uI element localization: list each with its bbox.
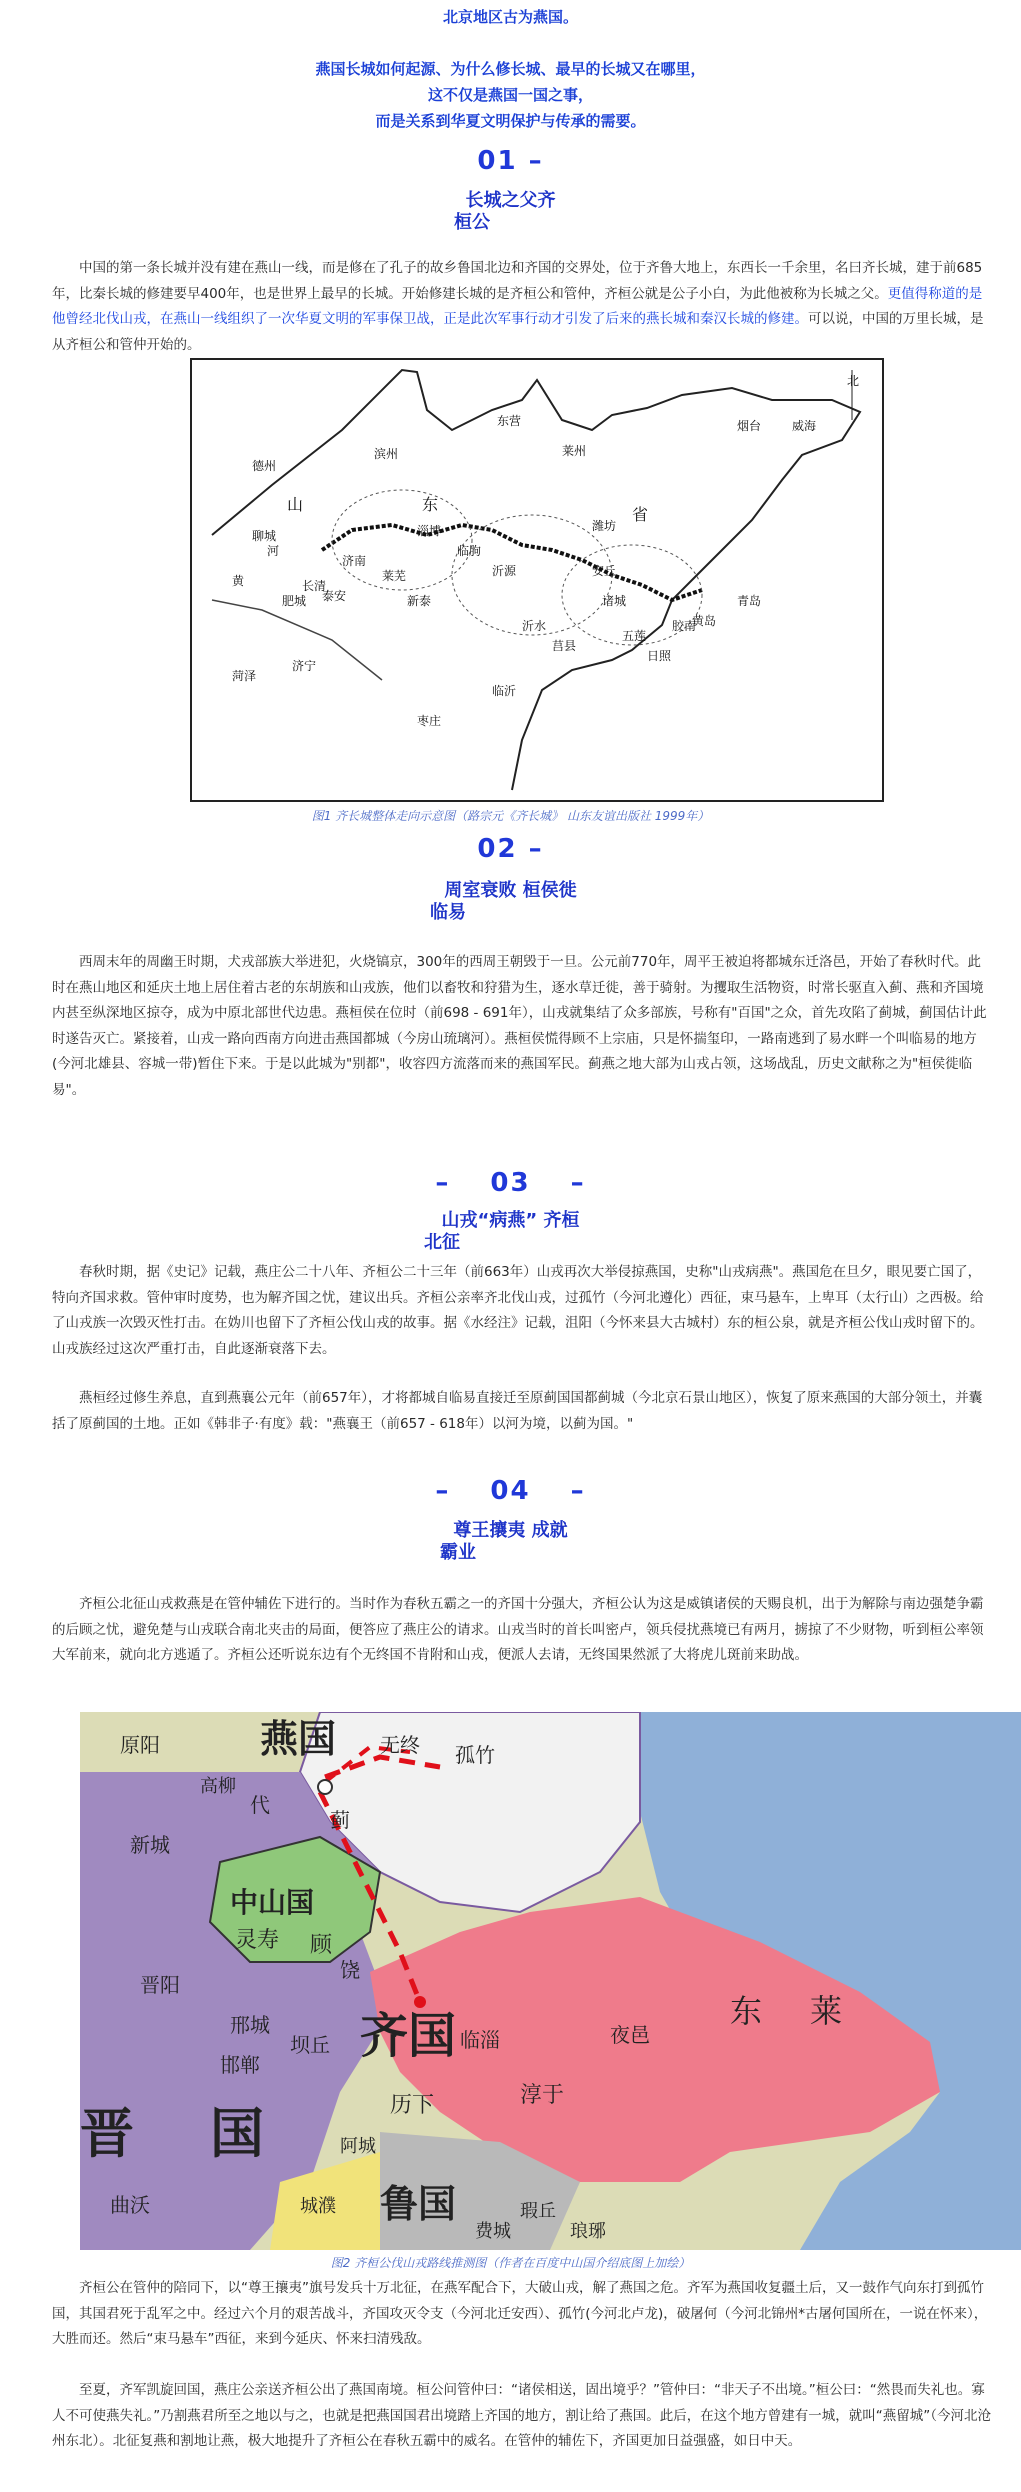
- map2-label: 鲁国: [380, 2181, 457, 2226]
- section-03-paragraph-2: 燕桓经过修生养息，直到燕襄公元年（前657年），才将都城自临易直接迁至原蓟国国都蓟城（今北京石景山地区），恢复了原来燕国的大部分领土，并囊括了原蓟国的土地。正如《韩非子·有度》载："燕襄王（前657 - 618年）以河为境，以蓟为国。": [52, 1390, 983, 1432]
- section-number-02: 02 –: [477, 834, 544, 864]
- map2-label: 临淄: [460, 2028, 500, 2052]
- map2-label: 无终: [380, 1733, 420, 1757]
- map-label: 山: [287, 495, 304, 514]
- map2-label: 顾: [310, 1933, 333, 1958]
- map2-label: 晋: [80, 2101, 134, 2165]
- dash-decoration: –: [435, 1476, 451, 1506]
- map-label: 青岛: [737, 594, 762, 608]
- map-1-svg: [192, 360, 882, 800]
- map-label: 莱芜: [382, 569, 407, 583]
- map-label: 东: [422, 495, 439, 514]
- section-04-paragraph-2: 齐桓公在管仲的陪同下，以“尊王攘夷”旗号发兵十万北征，在燕军配合下，大破山戎，解了燕国之危。齐军为燕国收复疆土后，又一鼓作气向东打到孤竹国，其国君死于乱军之中。经过六个月的艰苦战斗，齐国攻灭令支（今河北迁安西）、孤竹(今河北卢龙)，破屠何（今河北锦州*古屠何国所在，一说在怀来），大胜而还。然后“束马悬车”西征，来到今延庆、怀来扫清残敌。: [52, 2280, 988, 2347]
- dash-decoration: –: [570, 1476, 586, 1506]
- section-number-04: – 04 –: [435, 1476, 586, 1506]
- map-label: 黄: [232, 574, 245, 588]
- campaign-route-map: [80, 1712, 1021, 2250]
- section-number-01: 01 –: [477, 146, 544, 176]
- map-label: 日照: [647, 649, 672, 663]
- section-number-03: – 03 –: [435, 1168, 586, 1198]
- section-04-paragraph-1: 齐桓公北征山戎救燕是在管仲辅佐下进行的。当时作为春秋五霸之一的齐国十分强大，齐桓公认为这是威镇诸侯的天赐良机，出于为解除与南边强楚争霸的后顾之忧，避免楚与山戎联合南北夹击的局面，便答应了燕庄公的请求。山戎当时的首长叫密卢，领兵侵扰燕境已有两月，掳掠了不少财物，听到桓公率领大军前来，就向北方逃遁了。齐桓公还听说东边有个无终国不肯附和山戎，便派人去请，无终国果然派了大将虎儿斑前来助战。: [52, 1596, 984, 1663]
- section-title-01-cont: 桓公: [454, 212, 490, 233]
- map-label: 济宁: [292, 659, 317, 673]
- map-label: 莱州: [562, 444, 587, 458]
- section-title-02-cont: 临易: [430, 902, 466, 923]
- map2-label: 新城: [130, 1833, 170, 1857]
- map-label: 临朐: [457, 544, 482, 558]
- section-01-paragraph: 中国的第一条长城并没有建在燕山一线，而是修在了孔子的故乡鲁国北边和齐国的交界处，位于齐鲁大地上，东西长一千余里，名曰齐长城，建于前685年，比秦长城的修建要早400年，也是世界上最早的长城。开始修建长城的是齐桓公和管仲，齐桓公就是公子小白，为此他被称为长城之父。更值得称道的是他曾经北伐山戎，在燕山一线组织了一次华夏文明的军事保卫战，正是此次军事行动才引发了后来的燕长城和秦汉长城的修建。可以说，中国的万里长城，是从齐桓公和管仲开始的。: [52, 260, 984, 353]
- north-label: 北: [847, 374, 860, 388]
- map2-label: 代: [250, 1793, 270, 1817]
- map-label: 泰安: [322, 589, 347, 603]
- city-marker: [318, 1780, 332, 1794]
- map-label: 沂源: [492, 564, 517, 578]
- map-label: 省: [632, 505, 649, 524]
- map-label: 沂水: [522, 619, 547, 633]
- qi-great-wall: [322, 525, 702, 600]
- map-label: 临沂: [492, 684, 517, 698]
- map-label: 潍坊: [592, 519, 617, 533]
- map2-label: 高柳: [200, 1776, 236, 1797]
- map2-label: 蓟: [330, 1808, 350, 1832]
- route-endpoint: [414, 1996, 426, 2008]
- section-title-03: 山戎“病燕” 齐桓: [441, 1210, 580, 1231]
- map2-label: 阿城: [340, 2136, 376, 2157]
- map2-label: 孤竹: [455, 1743, 495, 1767]
- map2-label: 琅琊: [570, 2221, 606, 2242]
- map2-label: 邯郸: [220, 2053, 260, 2077]
- map2-label: 灵寿: [235, 1928, 280, 1953]
- map-label: 安丘: [592, 564, 617, 578]
- section-02-paragraph: 西周末年的周幽王时期，犬戎部族大举进犯，火烧镐京，300年的西周王朝毁于一旦。公元前770年，周平王被迫将都城东迁洛邑，开始了春秋时代。此时在燕山地区和延庆土地上居住着古老的东胡族和山戎族，他们以畜牧和狩猎为生，逐水草迁徙，善于骑射。为攫取生活物资，时常长驱直入蓟、燕和齐国境内甚至纵深地区掠夺，成为中原北部世代边患。燕桓侯在位时（前698 - 691年），山戎就集结了众多部族，号称有"百国"之众，首先攻陷了蓟城，蓟国估计此时遂告灭亡。紧接着，山戎一路向西南方向进击燕国都城（今房山琉璃河）。燕桓侯慌得顾不上宗庙，只是怀揣玺印，一路南逃到了易水畔一个叫临易的地方(今河北雄县、容城一带)暂住下来。于是以此城为"别都"，收容四方流落而来的燕国军民。蓟燕之地大部为山戎占领，这场战乱，历史文献称之为"桓侯徙临易"。: [52, 954, 987, 1098]
- map-label: 河: [267, 544, 280, 558]
- section-title-01: 长城之父齐: [465, 190, 556, 211]
- intro-line-3: 这不仅是燕国一国之事，: [427, 86, 593, 104]
- map-label: 菏泽: [232, 669, 257, 683]
- map-label: 长清: [302, 579, 327, 593]
- map-label: 胶南: [672, 619, 697, 633]
- map2-label: 齐国: [360, 2008, 457, 2064]
- dash-decoration: –: [435, 1168, 451, 1198]
- map2-label: 淳于: [520, 2083, 565, 2108]
- map-label: 济南: [342, 554, 367, 568]
- intro-line-2: 燕国长城如何起源、为什么修长城、最早的长城又在哪里，: [315, 60, 706, 78]
- section-title-04-cont: 霸业: [440, 1542, 476, 1563]
- map-label: 肥城: [282, 594, 307, 608]
- map-label: 新泰: [407, 594, 432, 608]
- map-label: 五莲: [622, 629, 647, 643]
- map-label: 黄岛: [692, 614, 717, 628]
- map2-label: 中山国: [230, 1886, 315, 1919]
- map2-label: 费城: [475, 2221, 511, 2242]
- dash-decoration: –: [570, 1168, 586, 1198]
- map2-label: 东: [730, 1992, 763, 2030]
- map2-label: 燕国: [260, 1716, 337, 1761]
- map-label: 滨州: [374, 447, 399, 461]
- map-label: 德州: [252, 459, 277, 473]
- map2-label: 曲沃: [110, 2193, 150, 2217]
- intro-line-1: 北京地区古为燕国。: [442, 8, 578, 26]
- map2-label: 邢城: [230, 2013, 270, 2037]
- intro-line-4: 而是关系到华夏文明保护与传承的需要。: [375, 112, 646, 130]
- map-label: 烟台: [737, 419, 762, 433]
- map-label: 东营: [497, 414, 522, 428]
- map2-label: 国: [210, 2101, 264, 2165]
- map-label: 诸城: [602, 594, 627, 608]
- map-label: 威海: [792, 419, 817, 433]
- map-label: 聊城: [252, 529, 277, 543]
- map2-label: 饶: [340, 1958, 360, 1982]
- map2-label: 历下: [390, 2093, 435, 2118]
- county-outline: [452, 515, 612, 635]
- map-label: 枣庄: [417, 714, 442, 728]
- section-title-04: 尊王攘夷 成就: [453, 1520, 568, 1541]
- map2-label: 莱: [810, 1992, 843, 2030]
- map2-label: 瑕丘: [520, 2201, 556, 2222]
- map2-label: 城濮: [300, 2196, 336, 2217]
- map-label: 莒县: [552, 639, 577, 653]
- figure-2-caption: 图2 齐桓公伐山戎路线推测图（作者在百度中山国介绍底图上加绘）: [330, 2256, 691, 2270]
- map-2-svg: [80, 1712, 1021, 2250]
- section-title-02: 周室衰败 桓侯徙: [444, 880, 577, 901]
- qi-great-wall-map: [190, 358, 884, 802]
- section-04-paragraph-3: 至夏，齐军凯旋回国，燕庄公亲送齐桓公出了燕国南境。桓公问管仲曰：“诸侯相送，固出境乎？”管仲曰：“非天子不出境。”桓公曰：“然畏而失礼也。寡人不可使燕失礼。”乃割燕君所至之地以与之，也就是把燕国国君出境踏上齐国的地方，割让给了燕国。此后，在这个地方曾建有一城，就叫“燕留城”（今河北沧州东北）。北征复燕和割地让燕，极大地提升了齐桓公在春秋五霸中的威名。在管仲的辅佐下，齐国更加日益强盛，如日中天。: [52, 2382, 991, 2449]
- section-03-paragraph-1: 春秋时期，据《史记》记载，燕庄公二十八年、齐桓公二十三年（前663年）山戎再次大举侵掠燕国，史称"山戎病燕"。燕国危在旦夕，眼见要亡国了，特向齐国求救。管仲审时度势，也为解齐国之忧，建议出兵。齐桓公亲率齐北伐山戎，过孤竹（今河北遵化）西征，束马悬车，上卑耳（太行山）之西极。给了山戎族一次毁灭性打击。在妫川也留下了齐桓公伐山戎的故事。据《水经注》记载，沮阳（今怀来县大古城村）东的桓公泉，就是齐桓公伐山戎时留下的。山戎族经过这次严重打击，自此逐渐衰落下去。: [52, 1264, 984, 1357]
- section-title-03-cont: 北征: [424, 1232, 460, 1253]
- map2-label: 晋阳: [140, 1973, 180, 1997]
- map2-label: 坝丘: [290, 2033, 330, 2057]
- map-label: 淄博: [417, 524, 442, 538]
- map2-label: 原阳: [120, 1733, 160, 1757]
- figure-1-caption: 图1 齐长城整体走向示意图（路宗元《齐长城》 山东友谊出版社 1999年）: [311, 809, 710, 823]
- map2-label: 夜邑: [610, 2023, 650, 2047]
